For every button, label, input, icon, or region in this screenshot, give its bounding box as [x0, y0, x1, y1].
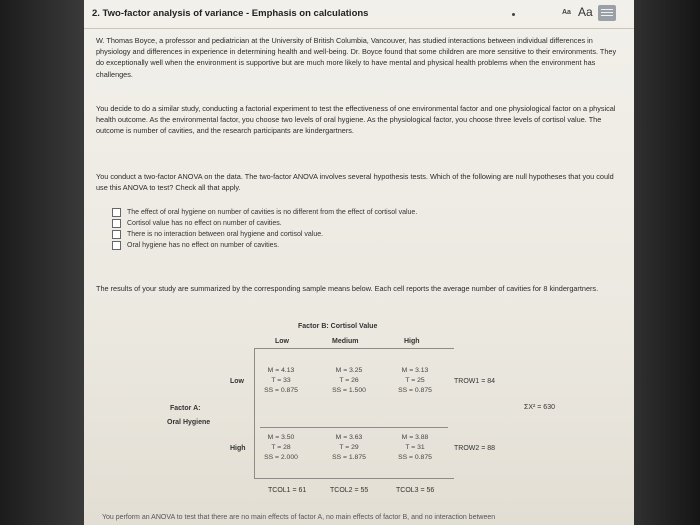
option-4[interactable] — [112, 240, 612, 251]
col-header-medium: Medium — [332, 338, 359, 345]
table-row-divider — [260, 427, 448, 428]
option-3[interactable] — [112, 229, 612, 240]
cell-ss: SS = 2.000 — [264, 454, 298, 461]
checkbox-3[interactable] — [112, 230, 121, 239]
study-paragraph: You decide to do a similar study, conducting a factorial experiment to test the effectiveness of one environmental factor and one physiological factor on a physical health outcome. As the environmental factor, you choose two levels of oral hygiene. As the physiological factor, you choose three levels of cortisol value. The outcome is number of cavities, and the research participants are kindergartners. — [96, 104, 616, 136]
cell-mean: M = 3.63 — [335, 434, 363, 441]
results-paragraph: The results of your study are summarized by the corresponding sample means below. Each cell reports the average number of cavities for 8 kindergartners. — [96, 284, 599, 293]
option-3-label: There is no interaction between oral hygiene and cortisol value. — [127, 231, 324, 238]
cell-total: T = 29 — [339, 444, 359, 451]
screen-bezel-left — [0, 0, 84, 525]
cell-mean: M = 3.13 — [401, 367, 429, 374]
table-top-rule — [254, 348, 454, 349]
cell-low-high — [390, 366, 440, 396]
cell-mean: M = 3.88 — [401, 434, 429, 441]
decrease-font-button[interactable]: Aa — [562, 9, 571, 16]
cell-ss: SS = 0.875 — [398, 387, 432, 394]
col-total-1: TCOL1 = 61 — [268, 487, 307, 494]
intro-paragraph: W. Thomas Boyce, a professor and pediatrician at the University of British Columbia, Vancouver, has studied interactions between individual differences in physiology and differences in experience in determining health and well-being. Dr. Boyce found that some children are more sensitive to their environments. They do exceptionally well when the environment is supportive but are much more likely to have mental and physical health problems when the environment has challenges. — [96, 36, 617, 79]
col-total-3: TCOL3 = 56 — [396, 487, 435, 494]
row-header-low: Low — [230, 378, 244, 385]
cell-mean: M = 3.50 — [267, 434, 295, 441]
cell-high-high — [390, 433, 440, 463]
cell-mean: M = 4.13 — [267, 367, 295, 374]
cell-total: T = 33 — [271, 377, 291, 384]
row-total-2: TROW2 = 88 — [454, 445, 496, 452]
factor-a-label: Factor A: — [170, 405, 201, 412]
list-icon[interactable] — [598, 5, 616, 21]
cell-high-low — [256, 433, 306, 463]
increase-font-button[interactable]: Aa — [578, 5, 593, 19]
option-1-label: The effect of oral hygiene on number of cavities is no different from the effect of cortisol value. — [127, 209, 418, 216]
cell-total: T = 25 — [405, 377, 425, 384]
cell-low-low — [256, 366, 306, 396]
cell-low-medium — [324, 366, 374, 396]
title-bar — [84, 0, 634, 29]
question-page — [84, 0, 634, 525]
question-paragraph: You conduct a two-factor ANOVA on the data. The two-factor ANOVA involves several hypothesis tests. Which of the following are null hypotheses that you could use this ANOVA to test? Check all that apply. — [96, 172, 614, 193]
col-header-low: Low — [275, 338, 289, 345]
sum-x-squared: ΣX² = 630 — [524, 404, 555, 411]
factor-a-name: Oral Hygiene — [167, 419, 211, 426]
cell-ss: SS = 1.875 — [332, 454, 366, 461]
next-paragraph-partial: You perform an ANOVA to test that there are no main effects of factor A, no main effects of factor B, and no interaction between — [102, 514, 496, 521]
option-1[interactable] — [112, 207, 612, 218]
cell-total: T = 28 — [271, 444, 291, 451]
col-total-2: TCOL2 = 55 — [330, 487, 369, 494]
col-header-high: High — [404, 338, 420, 345]
question-title: 2. Two-factor analysis of variance - Emphasis on calculations — [92, 8, 369, 19]
cell-total: T = 31 — [405, 444, 425, 451]
option-2-label: Cortisol value has no effect on number of cavities. — [127, 220, 282, 227]
cell-mean: M = 3.25 — [335, 367, 363, 374]
table-left-rule — [254, 348, 255, 478]
row-total-1: TROW1 = 84 — [454, 378, 496, 385]
screen-bezel-right — [634, 0, 700, 525]
option-4-label: Oral hygiene has no effect on number of cavities. — [127, 242, 280, 249]
cell-ss: SS = 1.500 — [332, 387, 366, 394]
option-2[interactable] — [112, 218, 612, 229]
row-header-high: High — [230, 445, 246, 452]
checkbox-1[interactable] — [112, 208, 121, 217]
cell-ss: SS = 0.875 — [264, 387, 298, 394]
cursor-dot — [512, 13, 515, 16]
table-bottom-rule — [254, 478, 454, 479]
checkbox-2[interactable] — [112, 219, 121, 228]
checkbox-4[interactable] — [112, 241, 121, 250]
cell-total: T = 26 — [339, 377, 359, 384]
cell-high-medium — [324, 433, 374, 463]
hypothesis-options — [112, 207, 612, 251]
cell-ss: SS = 0.875 — [398, 454, 432, 461]
factor-b-header: Factor B: Cortisol Value — [298, 323, 378, 330]
